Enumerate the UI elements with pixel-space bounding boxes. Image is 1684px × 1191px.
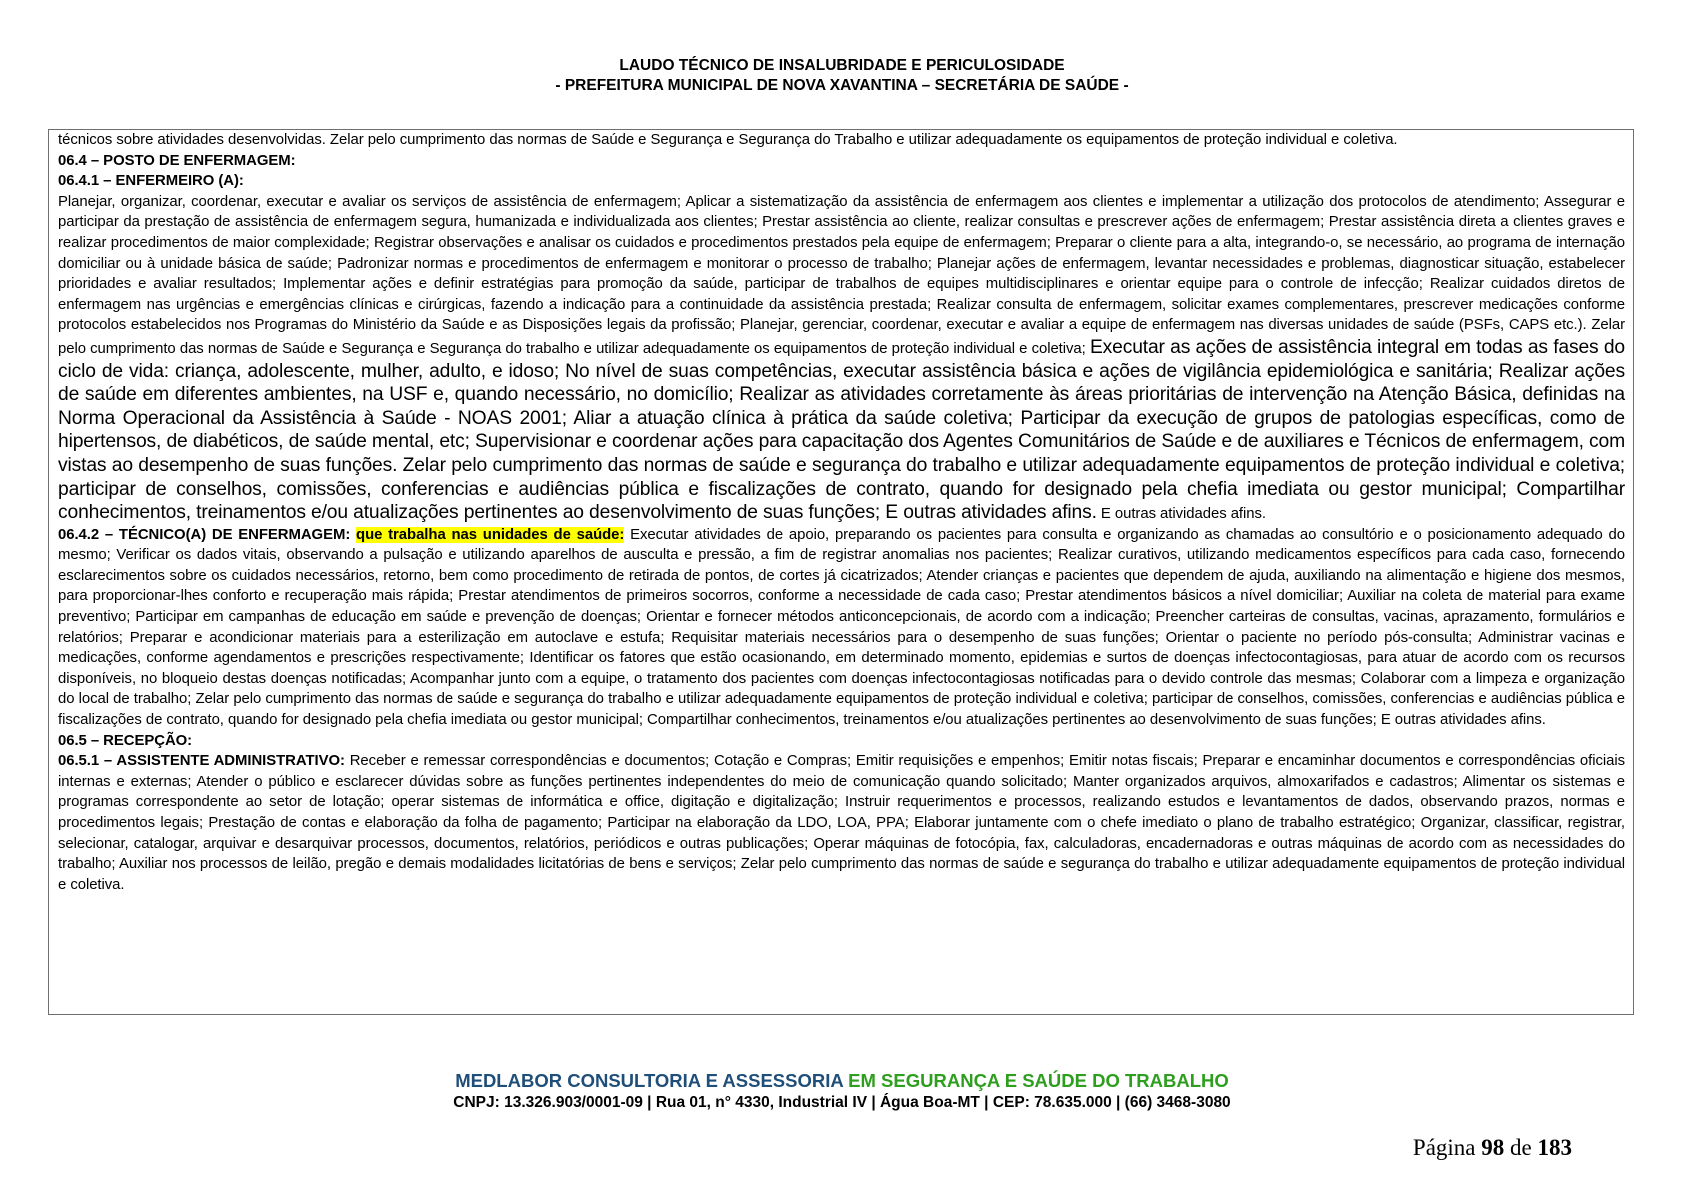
page-current: 98 — [1481, 1135, 1505, 1160]
document-title: LAUDO TÉCNICO DE INSALUBRIDADE E PERICULOSIDADE — [619, 57, 1065, 74]
tecnico-enfermagem-text: Executar atividades de apoio, preparando os pacientes para consulta e organizando as chamadas ao consultório e o posicionamento adequado do mesmo; Verificar os dados vitais, observando a pulsação e utilizando aparelhos de ausculta e pressão, a fim de registrar anomalias nos pacientes; Realizar curativos, utilizando medicamentos específicos para cada caso, fornecendo esclarecimentos sobre os cuidados necessários, retorno, bem como procedimento de retirada de pontos, de cortes já cicatrizados; Atender crianças e pacientes que dependem de ajuda, auxiliando na alimentação e higiene dos mesmos, para proporcionar-lhes conforto e recuperação mais rápida; Prestar atendimentos de primeiros socorros, conforme a necessidade de cada caso; Prestar atendimentos básicos a nível domiciliar; Auxiliar na coleta de material para exame preventivo; Participar em campanhas de educação em saúde e prevenção de doenças; Orientar e fornecer métodos anticoncepcionais, de acordo com a indicação; Preencher carteiras de consultas, vacinas, aprazamento, formulários e relatórios; Preparar e acondicionar materiais para a esterilização em autoclave e estufa; Requisitar materiais necessários para o desempenho de suas funções; Orientar o paciente no período pós-consulta; Administrar vacinas e medicações, conforme agendamentos e prescrições respectivamente; Identificar os fatores que estão ocasionando, em determinado momento, epidemias e surtos de doenças infectocontagiosas, para atuar de acordo com os recursos disponíveis, no bloqueio destas doenças notificadas; Acompanhar junto com a equipe, o tratamento dos pacientes com doenças infectocontagiosas notificadas para o devido controle das mesmas; Colaborar com a limpeza e organização do local de trabalho; Zelar pelo cumprimento das normas de saúde e segurança do trabalho e utilizar adequadamente equipamentos de proteção individual e coletiva; participar de conselhos, comissões, conferencias e audiências pública e fiscalizações de contrato, quando for designado pela chefia imediata ou gestor municipal; Compartilhar conhecimentos, treinamentos e/ou atualizações pertinentes ao desenvolvimento de suas funções; E outras atividades afins. — [58, 526, 1625, 729]
highlighted-text: que trabalha nas unidades de saúde: — [356, 526, 625, 543]
assistente-administrativo-paragraph — [58, 751, 1625, 895]
content-body — [58, 130, 1625, 895]
footer-company-name: MEDLABOR CONSULTORIA E ASSESSORIA — [455, 1070, 844, 1091]
content-box — [48, 129, 1634, 1015]
document-header — [0, 56, 1684, 96]
page-label: Página — [1412, 1135, 1482, 1160]
assistente-administrativo-text: Receber e remessar correspondências e documentos; Cotação e Compras; Emitir requisições e empenhos; Emitir notas fiscais; Preparar e encaminhar documentos e correspondências oficiais internas e externas; Atender o público e esclarecer dúvidas sobre as funções pertinentes independentes do meio de comunicação quando solicitado; Manter organizados arquivos, almoxarifados e cadastros; Alimentar os sistemas e programas correspondente ao setor de lotação; operar sistemas de informática e office, digitação e digitalização; Instruir requerimentos e processos, realizando estudos e levantamentos de dados, observando prazos, normas e procedimentos legais; Prestação de contas e elaboração da folha de pagamento; Participar na elaboração da LDO, LOA, PPA; Elaborar juntamente com o chefe imediato o plano de trabalho estratégico; Organizar, classificar, registrar, selecionar, catalogar, arquivar e desarquivar processos, documentos, relatórios, periódicos e outras publicações; Operar máquinas de fotocópia, fax, calculadoras, encadernadoras e outras máquinas de acordo com as necessidades do trabalho; Auxiliar nos processos de leilão, pregão e demais modalidades licitatórias de bens e serviços; Zelar pelo cumprimento das normas de saúde e segurança do trabalho e utilizar adequadamente equipamentos de proteção individual e coletiva. — [58, 753, 1625, 893]
page-separator: de — [1504, 1135, 1538, 1160]
section-heading-assistente-administrativo: 06.5.1 – ASSISTENTE ADMINISTRATIVO: — [58, 753, 345, 770]
enfermeiro-text-large: Executar as ações de assistência integral em todas as fases do ciclo de vida: criança, adolescente, mulher, adulto, e idoso; No nível de suas competências, executar assistência básica e ações de vigilância epidemiológica e sanitária; Realizar ações de saúde em diferentes ambientes, na USF e, quando necessário, no domicílio; Realizar as atividades corretamente às áreas prioritárias de intervenção na Atenção Básica, definidas na Norma Operacional da Assistência à Saúde - NOAS 2001; Aliar a atuação clínica à prática da saúde coletiva; Participar da execução de grupos de patologias específicas, como de hipertensos, de diabéticos, de saúde mental, etc; Supervisionar e coordenar ações para capacitação dos Agentes Comunitários de Saúde e de auxiliares e Técnicos de enfermagem, com vistas ao desempenho de suas funções. Zelar pelo cumprimento das normas de saúde e segurança do trabalho e utilizar adequadamente equipamentos de proteção individual e coletiva; participar de conselhos, comissões, conferencias e audiências pública e fiscalizações de contrato, quando for designado pela chefia imediata ou gestor municipal; Compartilhar conhecimentos, treinamentos e/ou atualizações pertinentes ao desenvolvimento de suas funções; E outras atividades afins. — [58, 336, 1626, 524]
enfermeiro-paragraph — [58, 192, 1625, 525]
tecnico-enfermagem-paragraph — [58, 525, 1625, 731]
section-heading-enfermeiro: 06.4.1 – ENFERMEIRO (A): — [58, 173, 244, 190]
footer-address: CNPJ: 13.326.903/0001-09 | Rua 01, n° 4330, Industrial IV | Água Boa-MT | CEP: 78.635.000 | (66) 3468-3080 — [453, 1094, 1231, 1111]
footer-company — [0, 1070, 1684, 1092]
page-number — [1413, 1135, 1572, 1161]
document-subtitle: - PREFEITURA MUNICIPAL DE NOVA XAVANTINA – SECRETÁRIA DE SAÚDE - — [555, 77, 1129, 94]
enfermeiro-text-tail: E outras atividades afins. — [1096, 506, 1266, 523]
enfermeiro-text-small: Planejar, organizar, coordenar, executar e avaliar os serviços de assistência de enfermagem; Aplicar a sistematização da assistência de enfermagem aos clientes e implementar a utilização dos protocolos de atendimento; Assegurar e participar da prestação de assistência de enfermagem segura, humanizada e individualizada aos clientes; Prestar assistência ao cliente, realizar consultas e prescrever ações de enfermagem; Prestar assistência direta a clientes graves e realizar procedimentos de maior complexidade; Registrar observações e analisar os cuidados e procedimentos prestados pela equipe de enfermagem; Preparar o cliente para a alta, integrando-o, se necessário, ao programa de internação domiciliar ou à unidade básica de saúde; Padronizar normas e procedimentos de enfermagem e monitorar o processo de trabalho; Planejar ações de enfermagem, levantar necessidades e problemas, diagnosticar situação, estabelecer prioridades e avaliar resultados; Implementar ações e definir estratégias para promoção da saúde, participar de trabalhos de equipes multidisciplinares e orientar equipe para o controle de infecção; Realizar cuidados diretos de enfermagem nas urgências e emergências clínicas e cirúrgicas, fazendo a indicação para a continuidade da assistência prestada; Realizar consulta de enfermagem, solicitar exames complementares, prescrever medicações conforme protocolos estabelecidos nos Programas do Ministério da Saúde e as Disposições legais da profissão; Planejar, gerenciar, coordenar, executar e avaliar a equipe de enfermagem nas diversas unidades de saúde (PSFs, CAPS etc.). Zelar pelo cumprimento das normas de Saúde e Segurança e Segurança do trabalho e utilizar adequadamente os equipamentos de proteção individual e coletiva; — [58, 193, 1625, 357]
intro-paragraph: técnicos sobre atividades desenvolvidas. Zelar pelo cumprimento das normas de Saúde e Segurança e Segurança do Trabalho e utilizar adequadamente os equipamentos de proteção individual e coletiva. — [58, 132, 1398, 148]
section-heading-posto-enfermagem: 06.4 – POSTO DE ENFERMAGEM: — [58, 152, 296, 169]
section-heading-tecnico-enfermagem: 06.4.2 – TÉCNICO(A) DE ENFERMAGEM: — [58, 526, 357, 543]
page-total: 183 — [1537, 1135, 1572, 1160]
section-heading-recepcao: 06.5 – RECEPÇÃO: — [58, 732, 193, 749]
footer-company-tagline: EM SEGURANÇA E SAÚDE DO TRABALHO — [843, 1070, 1229, 1091]
